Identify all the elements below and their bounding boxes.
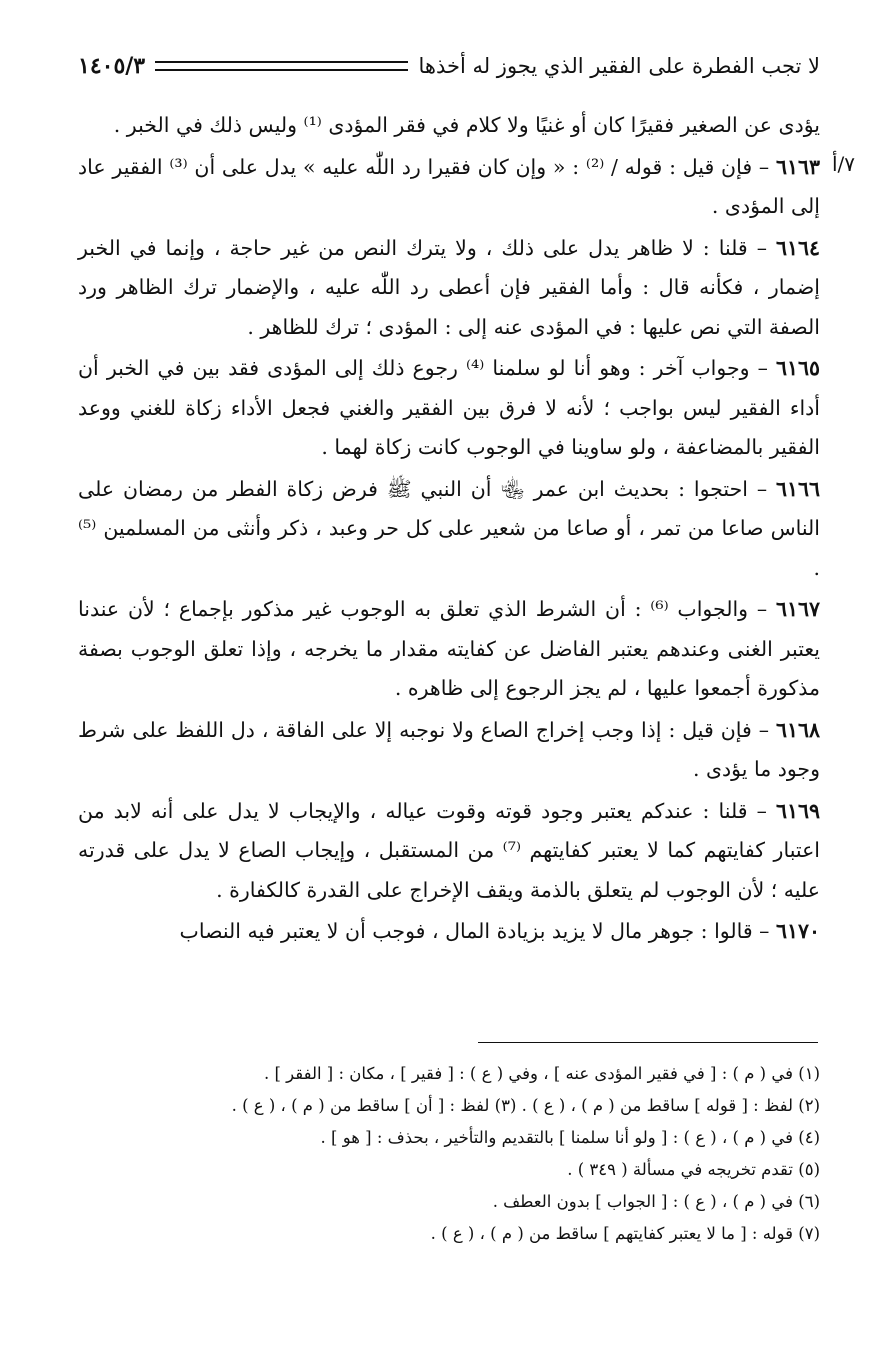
footnote: (٢) لفظ : [ قوله ] ساقط من ( م ) ، ( ع ) . (٣) لفظ : [ أن ] ساقط من ( م ) ، ( ع ) .	[231, 1096, 820, 1115]
paragraph-text: يؤدى عن الصغير فقيرًا كان أو غنيًا ولا كلام في فقر المؤدى ⁽¹⁾ وليس ذلك في الخبر .	[113, 113, 820, 137]
paragraph	[78, 470, 820, 589]
marginal-folio-note: ٧/أ	[832, 152, 856, 176]
footnote: (٦) في ( م ) ، ( ع ) : [ الجواب ] بدون العطف .	[492, 1192, 820, 1211]
paragraph-number: ٦١٦٦	[775, 476, 820, 501]
paragraph-text: – احتجوا : بحديث ابن عمر ﵄ أن النبي ﷺ فرض زكاة الفطر من رمضان على الناس صاعا من تمر ، أو صاعا من شعير على كل حر وعبد ، ذكر وأنثى من المسلمين ⁽⁵⁾ .	[78, 476, 820, 580]
paragraph-number: ٦١٦٨	[775, 717, 820, 742]
paragraph	[78, 349, 820, 468]
paragraph	[78, 148, 820, 227]
header-page-ref: ١٤٠٥/٣	[78, 53, 146, 79]
paragraph	[78, 711, 820, 790]
paragraph-number: ٦١٧٠	[775, 919, 820, 943]
footnote: (٥) تقدم تخريجه في مسألة ( ٣٤٩ ) .	[567, 1160, 820, 1179]
paragraph-text: – قلنا : عندكم يعتبر وجود قوته وقوت عياله ، والإيجاب لا يدل على أنه لابد من اعتبار كفايتهم كما لا يعتبر كفايتهم ⁽⁷⁾ من المستقبل ، وإيجاب الصاع لا يدل على قدرته عليه ؛ لأن الوجوب لم يتعلق بالذمة ويقف الإخراج على القدرة كالكفارة .	[78, 798, 820, 902]
paragraph-number: ٦١٦٩	[775, 798, 820, 823]
footnote-separator	[478, 1042, 818, 1043]
paragraph-text: – قلنا : لا ظاهر يدل على ذلك ، ولا يترك النص من غير حاجة ، وإنما في الخبر إضمار ، فكأنه قال : وأما الفقير فإن أعطى رد اللّٰه عليه ، والإضمار ترك الظاهر ورد الصفة التي نص عليها : في المؤدى عنه إلى : المؤدى ؛ ترك للظاهر .	[78, 235, 820, 339]
running-header	[78, 44, 820, 88]
paragraph-number: ٦١٦٣	[775, 154, 820, 179]
paragraph-text: – فإن قيل : إذا وجب إخراج الصاع ولا نوجبه إلا على الفاقة ، دل اللفظ على شرط وجود ما يؤدى .	[78, 717, 820, 781]
footnote: (١) في ( م ) : [ في فقير المؤدى عنه ] ، وفي ( ع ) : [ فقير ] ، مكان : [ الفقر ] .	[263, 1064, 820, 1083]
paragraph	[78, 106, 820, 146]
paragraph-text: – قالوا : جوهر مال لا يزيد بزيادة المال ، فوجب أن لا يعتبر فيه النصاب	[179, 919, 776, 943]
paragraph-text: – فإن قيل : قوله / ⁽²⁾ : « وإن كان فقيرا رد اللّٰه عليه » يدل على أن ⁽³⁾ الفقير عاد إلى المؤدى .	[78, 154, 820, 218]
paragraph	[78, 912, 820, 952]
paragraph-number: ٦١٦٤	[775, 235, 820, 260]
paragraph	[78, 590, 820, 709]
header-double-rule	[155, 61, 408, 71]
paragraph	[78, 792, 820, 911]
main-text	[78, 106, 820, 954]
paragraph-text: – وجواب آخر : وهو أنا لو سلمنا ⁽⁴⁾ رجوع ذلك إلى المؤدى فقد بين في الخبر أن أداء الفقير ليس بواجب ؛ لأنه لا فرق بين الفقير والغني فجعل الأداء زكاة للغني ووعد الفقير بالمضاعفة ، ولو ساوينا في الوجوب كانت زكاة لهما .	[78, 356, 820, 459]
paragraph-text: – والجواب ⁽⁶⁾ : أن الشرط الذي تعلق به الوجوب غير مذكور بإجماع ؛ لأن عندنا يعتبر الغنى وعندهم يعتبر الفاضل عن كفايته مقدار ما يخرجه ، وإذا تعلق الوجوب بصفة مذكورة أجمعوا عليها ، لم يجز الرجوع إلى ظاهره .	[78, 597, 820, 700]
footnotes	[78, 1058, 820, 1250]
paragraph	[78, 229, 820, 348]
footnote: (٧) قوله : [ ما لا يعتبر كفايتهم ] ساقط من ( م ) ، ( ع ) .	[430, 1224, 820, 1243]
paragraph-number: ٦١٦٧	[775, 597, 820, 621]
footnote: (٤) في ( م ) ، ( ع ) : [ ولو أنا سلمنا ] بالتقديم والتأخير ، بحذف : [ هو ] .	[320, 1128, 820, 1147]
paragraph-number: ٦١٦٥	[775, 356, 820, 380]
header-title: لا تجب الفطرة على الفقير الذي يجوز له أخذها	[418, 54, 820, 78]
